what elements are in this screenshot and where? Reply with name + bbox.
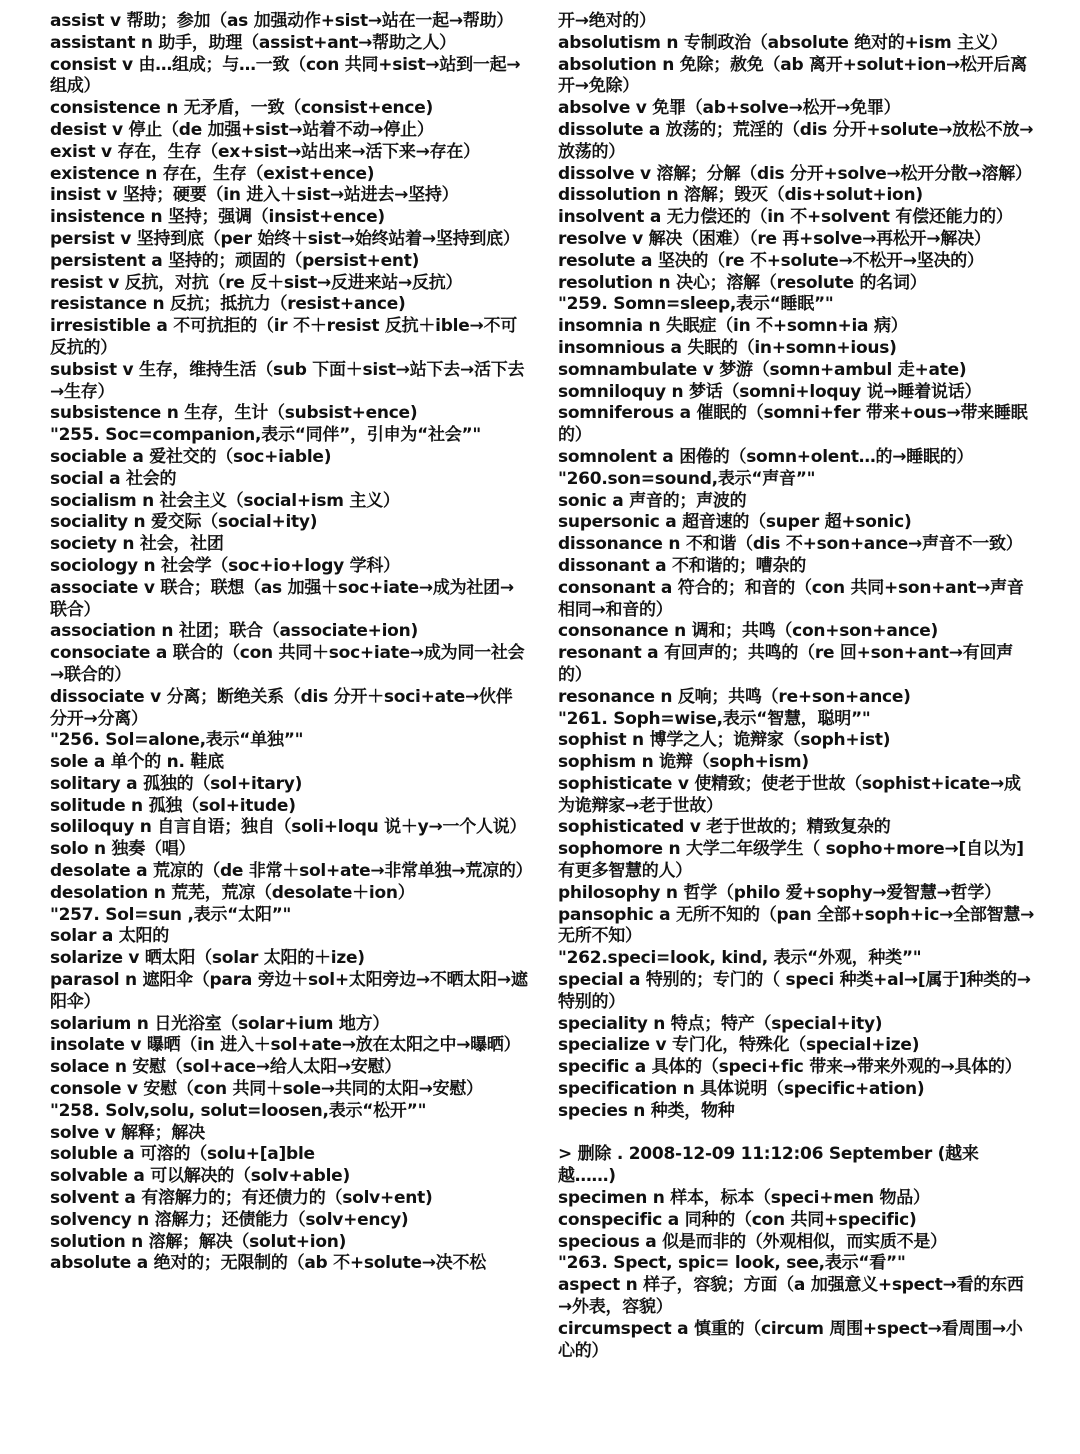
vocab-entry: absolve v 免罪（ab+solve→松开→免罪）	[558, 98, 901, 119]
vocab-entry: resonant a 有回声的；共鸣的（re 回+son+ant→有回声的）	[558, 643, 1013, 685]
vocab-entry: solitude n 孤独（sol+itude)	[50, 795, 296, 816]
vocab-entry: pansophic a 无所不知的（pan 全部+soph+ic→全部智慧→无所不知）	[558, 904, 1035, 947]
vocab-entry: irresistible a 不可抗拒的（ir 不＋resist 反抗＋ible→不可反抗的）	[50, 316, 517, 358]
vocab-entry: solace n 安慰（sol+ace→给人太阳→安慰）	[50, 1057, 402, 1078]
vocab-entry: sociality n 爱交际（social+ity)	[50, 512, 318, 533]
vocab-entry: insistence n 坚持；强调（insist+ence)	[50, 207, 385, 228]
vocab-entry: insomnia n 失眠症（in 不+somn+ia 病）	[558, 316, 908, 337]
vocab-entry: resist v 反抗，对抗（re 反＋sist→反进来站→反抗）	[50, 272, 463, 293]
vocab-entry: "257. Sol=sun ,表示“太阳”"	[50, 904, 292, 925]
vocab-entry: "261. Soph=wise,表示“智慧，聪明”"	[558, 708, 871, 729]
vocab-entry: consonance n 调和；共鸣（con+son+ance)	[558, 621, 939, 642]
vocab-entry	[558, 1123, 1036, 1145]
left-column	[50, 11, 533, 1275]
vocab-entry: specialize v 专门化，特殊化（special+ize)	[558, 1035, 920, 1056]
vocab-entry: solarize v 晒太阳（solar 太阳的＋ize)	[50, 948, 365, 969]
vocab-entry: dissonance n 不和谐（dis 不+son+ance→声音不一致）	[558, 534, 1023, 555]
vocab-entry: sonic a 声音的；声波的	[558, 490, 747, 511]
vocab-entry: sophomore n 大学二年级学生（ sopho+more→[自以为]有更多智慧的人）	[558, 839, 1024, 882]
vocab-entry: solution n 溶解；解决（solut+ion)	[50, 1231, 347, 1252]
vocab-entry: speciality n 特点；特产（special+ity)	[558, 1013, 883, 1034]
vocab-entry: "259. Somn=sleep,表示“睡眠”"	[558, 294, 834, 315]
vocab-entry: desolation n 荒芜，荒凉（desolate＋ion）	[50, 882, 415, 903]
vocab-entry: associate v 联合；联想（as 加强＋soc+iate→成为社团→联合）	[50, 577, 514, 620]
vocab-entry: console v 安慰（con 共同＋sole→共同的太阳→安慰）	[50, 1079, 483, 1100]
vocab-entry: conspecific a 同种的（con 共同+specific)	[558, 1209, 917, 1230]
vocab-entry: sophism n 诡辩（soph+ism)	[558, 752, 809, 773]
vocab-entry: assistant n 助手，助理（assist+ant→帮助之人）	[50, 32, 456, 53]
vocab-entry: philosophy n 哲学（philo 爱+sophy→爱智慧→哲学）	[558, 882, 1001, 903]
vocab-entry: subsist v 生存，维持生活（sub 下面＋sist→站下去→活下去→生存）	[50, 359, 525, 402]
vocab-entry: somnambulate v 梦游（somn+ambul 走+ate)	[558, 359, 967, 380]
vocab-entry: 开→绝对的）	[558, 11, 656, 31]
vocab-entry: absolution n 免除；赦免（ab 离开+solut+ion→松开后离开→免除）	[558, 54, 1028, 97]
vocab-entry: > 删除 . 2008-12-09 11:12:06 September (越来越……)	[558, 1144, 979, 1187]
vocab-entry: sophist n 博学之人；诡辩家（soph+ist)	[558, 730, 891, 751]
vocab-entry: "258. Solv,solu, solut=loosen,表示“松开”"	[50, 1100, 427, 1121]
vocab-entry: resolve v 解决（困难）（re 再+solve→再松开→解决）	[558, 228, 991, 249]
vocab-entry: society n 社会，社团	[50, 534, 224, 555]
vocab-entry: "260.son=sound,表示“声音”"	[558, 468, 816, 489]
vocab-entry: dissolve v 溶解；分解（dis 分开+solve→松开分散→溶解）	[558, 163, 1032, 184]
vocab-entry: resonance n 反响；共鸣（re+son+ance)	[558, 686, 911, 707]
vocab-entry: circumspect a 慎重的（circum 周围+spect→看周围→小心的）	[558, 1318, 1023, 1361]
vocab-entry: somniloquy n 梦话（somni+loquy 说→睡着说话）	[558, 381, 982, 402]
vocab-entry: soliloquy n 自言自语；独自（soli+loqu 说＋y→一个人说）	[50, 817, 527, 838]
vocab-entry: specimen n 样本，标本（speci+men 物品）	[558, 1188, 930, 1209]
vocab-entry: resistance n 反抗；抵抗力（resist+ance)	[50, 294, 406, 315]
vocab-entry: social a 社会的	[50, 468, 177, 489]
vocab-entry: consociate a 联合的（con 共同＋soc+iate→成为同一社会→联合的）	[50, 643, 525, 685]
vocab-entry: supersonic a 超音速的（super 超+sonic)	[558, 512, 912, 533]
vocab-entry: desist v 停止（de 加强+sist→站着不动→停止）	[50, 119, 434, 140]
vocab-entry: solo n 独奏（唱）	[50, 839, 196, 860]
vocab-entry: consist v 由…组成；与…一致（con 共同+sist→站到一起→组成）	[50, 54, 521, 97]
vocab-entry: consonant a 符合的；和音的（con 共同+son+ant→声音相同→和音的）	[558, 577, 1024, 620]
vocab-entry: persistent a 坚持的；顽固的（persist+ent)	[50, 250, 420, 271]
vocab-entry: somniferous a 催眠的（somni+fer 带来+ous→带来睡眠的）	[558, 403, 1028, 446]
vocab-entry: aspect n 样子，容貌；方面（a 加强意义+spect→看的东西→外表，容貌）	[558, 1275, 1024, 1318]
vocab-entry: solitary a 孤独的（sol+itary)	[50, 773, 303, 794]
vocab-entry: absolute a 绝对的；无限制的（ab 不+solute→决不松	[50, 1253, 487, 1274]
vocab-entry: "263. Spect, spic= look, see,表示“看”"	[558, 1253, 906, 1274]
vocab-entry: "255. Soc=companion,表示“同伴”，引申为“社会”"	[50, 425, 482, 446]
vocab-entry: persist v 坚持到底（per 始终＋sist→始终站着→坚持到底）	[50, 228, 520, 249]
vocab-entry: consistence n 无矛盾，一致（consist+ence)	[50, 98, 434, 119]
vocab-entry: "262.speci=look, kind, 表示“外观，种类”"	[558, 948, 922, 969]
vocab-entry: "256. Sol=alone,表示“单独”"	[50, 730, 304, 751]
vocab-entry: assist v 帮助；参加（as 加强动作+sist→站在一起→帮助）	[50, 11, 514, 31]
vocab-entry: solve v 解释；解决	[50, 1122, 205, 1143]
vocab-entry: parasol n 遮阳伞（para 旁边＋sol+太阳旁边→不晒太阳→遮阳伞）	[50, 970, 528, 1012]
vocab-entry: soluble a 可溶的（solu+[a]ble	[50, 1144, 315, 1165]
vocab-entry: subsistence n 生存，生计（subsist+ence)	[50, 403, 418, 424]
vocab-entry: absolutism n 专制政治（absolute 绝对的+ism 主义）	[558, 32, 1008, 53]
vocab-entry: sociology n 社会学（soc+io+logy 学科）	[50, 555, 400, 576]
vocab-entry: sociable a 爱社交的（soc+iable)	[50, 446, 332, 467]
vocab-entry: exist v 存在，生存（ex+sist→站出来→活下来→存在）	[50, 141, 480, 162]
vocab-entry: insist v 坚持；硬要（in 进入＋sist→站进去→坚持）	[50, 185, 459, 206]
vocab-entry: insolate v 曝晒（in 进入＋sol+ate→放在太阳之中→曝晒）	[50, 1035, 521, 1056]
vocab-entry: specious a 似是而非的（外观相似，而实质不是）	[558, 1231, 947, 1252]
vocab-entry: sophisticate v 使精致；使老于世故（sophist+icate→成为诡辩家→老于世故）	[558, 773, 1021, 816]
vocab-entry: sole a 单个的 n. 鞋底	[50, 752, 224, 773]
vocab-entry: dissolution n 溶解；毁灭（dis+solut+ion)	[558, 185, 923, 206]
vocab-entry: solarium n 日光浴室（solar+ium 地方）	[50, 1013, 390, 1034]
vocab-entry: dissonant a 不和谐的；嘈杂的	[558, 555, 807, 576]
vocab-entry: existence n 存在，生存（exist+ence)	[50, 163, 375, 184]
vocab-entry: dissociate v 分离；断绝关系（dis 分开＋soci+ate→伙伴分开→分离）	[50, 686, 513, 729]
vocab-entry: somnolent a 困倦的（somn+olent…的→睡眠的）	[558, 446, 974, 467]
vocab-entry: resolution n 决心；溶解（resolute 的名词）	[558, 272, 927, 293]
right-column	[558, 11, 1036, 1362]
vocab-entry: specific a 具体的（speci+fic 带来→带来外观的→具体的）	[558, 1057, 1022, 1078]
vocab-entry: association n 社团；联合（associate+ion)	[50, 621, 418, 642]
vocab-entry: dissolute a 放荡的；荒淫的（dis 分开+solute→放松不放→放荡的）	[558, 119, 1034, 162]
vocab-entry: solar a 太阳的	[50, 926, 170, 947]
vocab-entry: socialism n 社会主义（social+ism 主义）	[50, 490, 400, 511]
vocab-entry: resolute a 坚决的（re 不+solute→不松开→坚决的）	[558, 250, 984, 271]
vocab-entry: solvent a 有溶解力的；有还债力的（solv+ent)	[50, 1188, 433, 1209]
vocab-entry: insolvent a 无力偿还的（in 不+solvent 有偿还能力的）	[558, 207, 1013, 228]
vocab-entry: special a 特别的；专门的（ speci 种类+al→[属于]种类的→特别的）	[558, 970, 1031, 1012]
vocab-entry: solvable a 可以解决的（solv+able)	[50, 1166, 350, 1187]
vocab-entry: desolate a 荒凉的（de 非常＋sol+ate→非常单独→荒凉的）	[50, 861, 533, 882]
vocab-entry: solvency n 溶解力；还债能力（solv+ency)	[50, 1209, 409, 1230]
vocab-entry: specification n 具体说明（specific+ation)	[558, 1079, 925, 1100]
vocab-entry: insomnious a 失眠的（in+somn+ious)	[558, 337, 897, 358]
vocab-entry: sophisticated v 老于世故的；精致复杂的	[558, 817, 891, 838]
vocab-entry: species n 种类，物种	[558, 1100, 735, 1121]
